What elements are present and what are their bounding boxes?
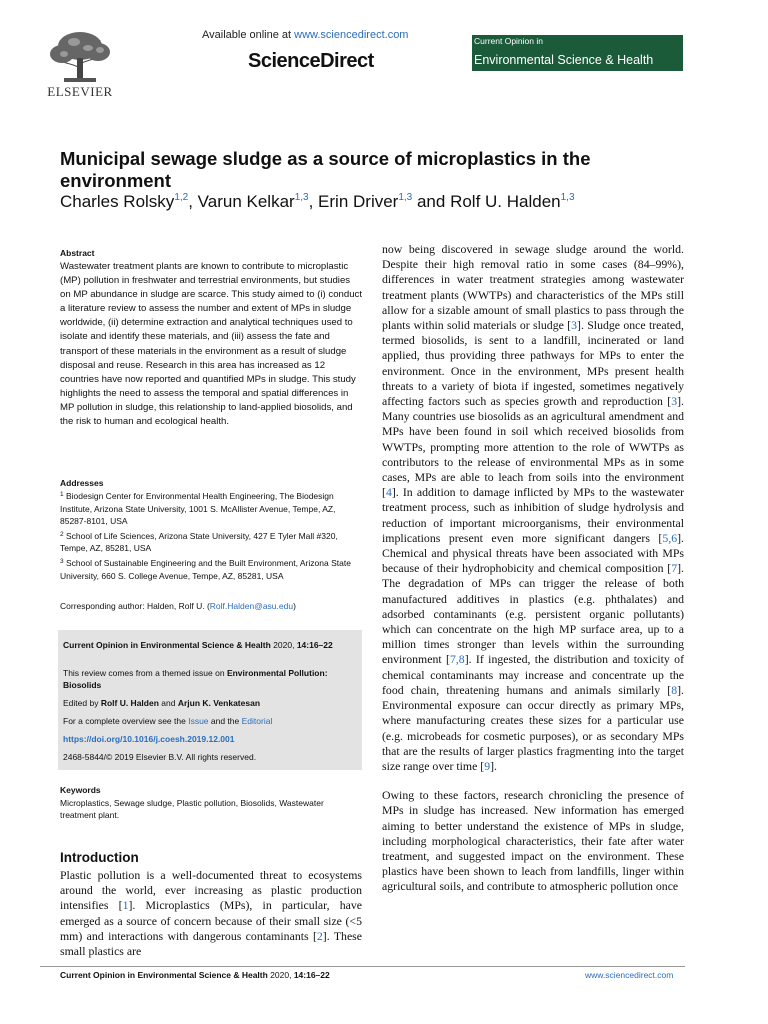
sciencedirect-brand: ScienceDirect	[248, 50, 374, 72]
citation-line: Current Opinion in Environmental Science & Health 2020, 14:16–22	[63, 640, 333, 650]
address-item: $^3$ School of Sustainable Engineering and the Built Environment, Arizona State University, 660 S. College Avenue, Tempe, AZ, 85281, USA	[60, 557, 351, 581]
introduction-text: Plastic pollution is a well-documented threat to ecosystems around the world, ever increasing as plastic production intensifies [1]. Microplastics (MPs), in particular, have emerged as a source of concern because of their small size (<5 mm) and interactions with dangerous contaminants [2]. These small plastics are	[60, 868, 363, 959]
body-paragraph: now being discovered in sewage sludge around the world. Despite their high removal ratio in some cases (84–99%), differences in water treatment strategies among wastewater treatment plants (WWTPs) and characteristics of the MPs still allow for a sizable amount of small plastics to pass through the plants within solid materials or sludge [3]. Sludge once treated, termed biosolids, is sent to a landfill, incinerated or land applied, thus providing three pathways for MPs to enter the environment. Once in the environment, MPs present health threats to a variety of biota if ingested, sometimes negatively affecting factors such as species growth and reproduction [3]. Many countries use biosolids as an agricultural amendment and MPs have been found in soil which received biosolids from WWTPs, prompting more attention to the role of WWTPs as contributors to the release of environmental MPs as in some cases, MPs are able to leach from soils into the environment [4]. In addition to damage inflicted by MPs to the wastewater treatment process, such as inhibition of sludge hydrolysis and reduction of important microorganisms, their environmental implications present even more significant dangers [5,6]. Chemical and physical threats have been associated with MPs because of their hydrophobicity and chemical composition [7]. The degradation of MPs can trigger the release of both manufactured additives in plastics (e.g. phthalates) and adsorbed contaminants (e.g. persistent organic pollutants) which can concentrate on the high MP surface area, up to a million times stronger than levels within the surrounding environment [7,8]. If ingested, the distribution and toxicity of chemical contaminants may increase and concentrate up the food chain, threatening humans and animals similarly [8]. Environmental exposure can occur directly as primary MPs, where manufacturing creates these sizes for a particular use (e.g. microbeads for cosmetic purposes), or as secondary MPs that are the results of larger plastics fragmenting into the target size range over time [9].	[382, 242, 684, 773]
journal-banner	[472, 35, 683, 71]
reference-link[interactable]: 2	[316, 928, 323, 943]
address-item: $^2$ School of Life Sciences, Arizona State University, 427 E Tyler Mall #320, Tempe, AZ, 85281, USA	[60, 530, 338, 554]
reference-link[interactable]: 5,6	[662, 530, 678, 545]
doi-line	[63, 734, 357, 746]
overview-line: For a complete overview see the Issue and the Editorial	[63, 716, 273, 726]
author-name: Charles Rolsky	[60, 192, 175, 211]
editorial-link[interactable]: Editorial	[241, 716, 273, 726]
footer-citation: Current Opinion in Environmental Science & Health 2020, 14:16–22	[60, 970, 330, 980]
editors-line: Edited by Rolf U. Halden and Arjun K. Venkatesan	[63, 698, 261, 708]
reference-link[interactable]: 3	[571, 318, 578, 333]
author-name: Erin Driver	[318, 192, 399, 211]
article-info-box	[58, 630, 362, 770]
sciencedirect-link[interactable]: www.sciencedirect.com	[294, 29, 409, 41]
journal-banner-top: Current Opinion in	[474, 36, 543, 46]
footer-url-link[interactable]: www.sciencedirect.com	[585, 970, 674, 980]
author-separator: and	[412, 192, 451, 211]
issue-link[interactable]: Issue	[188, 716, 209, 726]
journal-banner-name: Environmental Science & Health	[474, 53, 654, 67]
author-list	[60, 192, 575, 212]
corresponding-email-link[interactable]: Rolf.Halden@asu.edu	[209, 601, 294, 611]
reference-link[interactable]: 9	[484, 758, 491, 773]
doi-link[interactable]: https://doi.org/10.1016/j.coesh.2019.12.001	[63, 734, 235, 744]
address-number: 3	[60, 557, 64, 565]
author-affiliation[interactable]: 1,3	[560, 192, 575, 203]
keywords-section	[60, 785, 362, 821]
publisher-wordmark: ELSEVIER	[47, 84, 113, 99]
keywords-text: Microplastics, Sewage sludge, Plastic pollution, Biosolids, Wastewater treatment plant.	[60, 798, 324, 820]
themed-issue-line: This review comes from a themed issue on Environmental Pollution: Biosolids	[63, 668, 328, 690]
address-item: $^1$ Biodesign Center for Environmental Health Engineering, The Biodesign Institute, Arizona State University, 1001 S. McAllister Avenue, Tempe, AZ, 85287-8101, USA	[60, 491, 336, 527]
addresses-section	[60, 478, 362, 582]
available-online-line	[202, 29, 408, 41]
available-prefix: Available online at	[202, 29, 295, 41]
author-affiliation[interactable]: 1,2	[174, 192, 189, 203]
address-number: 1	[60, 491, 64, 498]
author-separator: ,	[188, 192, 198, 211]
reference-link[interactable]: 3	[671, 394, 678, 409]
body-right-column	[382, 242, 684, 895]
abstract-text: Wastewater treatment plants are known to contribute to microplastic (MP) pollution in freshwater and terrestrial environments, but studies on MP abundance in sludge are scarce. This study aimed to (i) conduct a literature review to assess the number and extent of MPs in sludge worldwide, (ii) determine extraction and analytical techniques used to isolate and identify these materials, and (iii) assess the fate and transport of these materials in the environment as a result of sludge disposal and reuse. Research in this area has increased as 12 countries have now reported and quantified MPs in sludge. This study highlights the need to assess the temporal and spatial differences in MP pollution in sludge, this relationship to land-applied biosolids, and the risk to human and ecological health.	[60, 261, 363, 428]
copyright-line: 2468-5844/© 2019 Elsevier B.V. All rights reserved.	[63, 752, 257, 762]
footer-divider	[40, 966, 685, 967]
addresses-label: Addresses	[60, 478, 104, 488]
author-separator: ,	[308, 192, 319, 211]
reference-link[interactable]: 1	[122, 898, 129, 913]
address-number: 2	[60, 530, 64, 538]
reference-link[interactable]: 7,8	[449, 652, 465, 667]
author-affiliation[interactable]: 1,3	[398, 192, 413, 203]
author-name: Varun Kelkar	[197, 192, 295, 211]
abstract-section	[60, 248, 362, 429]
reference-link[interactable]: 4	[385, 485, 392, 500]
abstract-label: Abstract	[60, 248, 95, 258]
corresponding-author: Corresponding author: Halden, Rolf U. (Rolf.Halden@asu.edu)	[60, 601, 296, 611]
introduction-heading: Introduction	[60, 850, 139, 865]
reference-link[interactable]: 8	[671, 682, 678, 697]
keywords-label: Keywords	[60, 785, 101, 795]
author-name: Rolf U. Halden	[450, 192, 561, 211]
article-title: Municipal sewage sludge as a source of microplastics in the environment	[60, 148, 591, 191]
author-affiliation[interactable]: 1,3	[294, 192, 309, 203]
reference-link[interactable]: 7	[671, 561, 678, 576]
body-paragraph: Owing to these factors, research chronicling the presence of MPs in sludge has increased. New information has emerged aiming to better understand the existence of MPs in sludge, including morphological characteristics, their fate after water treatment, and suggested impact on the environment. These plastics have been shown to leach from landfills, linger within agricultural soils, and contribute to atmospheric pollution once	[382, 788, 684, 894]
